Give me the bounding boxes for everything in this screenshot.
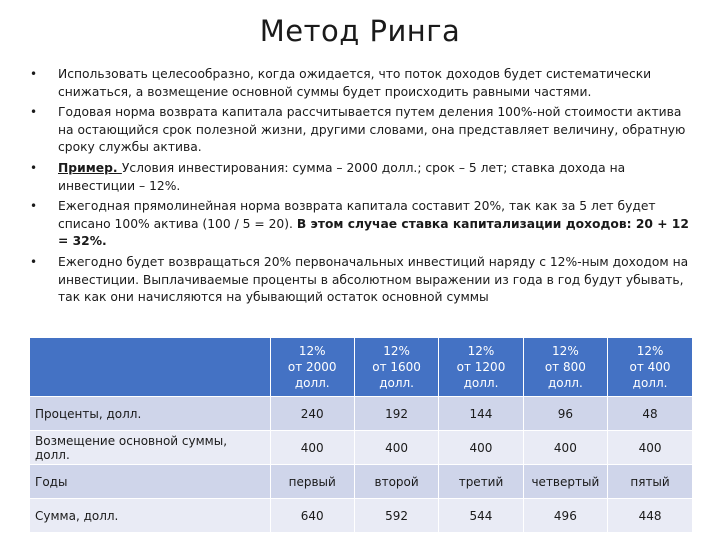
table-cell: 96 [523,397,607,431]
header-line: 12% [636,344,664,358]
table-cell: 592 [354,499,438,533]
header-line: долл. [379,376,414,390]
row-label: Возмещение основной суммы, долл. [30,431,270,465]
header-line: 12% [552,344,579,358]
table-row [30,397,692,431]
table-cell: пятый [608,465,692,499]
header-line: долл. [632,376,668,390]
bullet-text: Ежегодная прямолинейная норма возврата капитала составит 20%, так как за 5 лет будет списано 100% актива (100 / 5 = 20). [58,199,656,231]
table-cell: 448 [608,499,692,533]
header-line: 12% [383,344,410,358]
table-cell: 48 [608,397,692,431]
slide-title: Метод Ринга [259,14,461,48]
bullet-list [20,66,696,310]
table-cell: 400 [270,431,354,465]
bullet-dot-icon: • [30,67,38,81]
bullet-dot-icon: • [30,105,38,120]
bullet-dot-icon: • [30,254,38,269]
bullet-dot-icon: • [30,199,38,214]
bullet-item [20,198,696,251]
table-row [30,499,692,533]
bullet-item [20,254,696,307]
example-label: Пример. [58,160,122,175]
header-line: от 1600 [372,360,421,374]
row-label: Годы [30,465,270,499]
table-header-cell [439,338,523,397]
table-row [30,431,692,465]
table-header-row [30,338,692,397]
bullet-item [20,104,696,157]
table-cell: 400 [523,431,607,465]
header-line: от 1200 [456,360,506,374]
table-cell: четвертый [523,465,607,499]
header-line: долл. [463,376,499,390]
table-cell: 192 [354,397,438,431]
header-line: 12% [298,344,326,358]
table-cell: первый [270,465,354,499]
table-row [30,465,692,499]
bullet-item [20,66,696,101]
header-line: долл. [547,376,583,390]
table-cell: 544 [439,499,523,533]
table-header-cell [523,338,607,397]
ring-method-table [30,338,692,532]
bullet-text: Использовать целесообразно, когда ожидается, что поток доходов будет систематически снижаться, а возмещение основной суммы будет происходить равными частями. [58,67,652,99]
header-line: от 400 [629,360,671,374]
table-cell: 144 [439,397,523,431]
table-header-empty [30,338,270,397]
bullet-text: Условия инвестирования: сумма – 2000 долл.; срок – 5 лет; ставка дохода на инвестиции – 12%. [58,160,626,193]
table-cell: 400 [354,431,438,465]
table-cell: третий [439,465,523,499]
table-cell: 640 [270,499,354,533]
table-header-cell [608,338,692,397]
row-label: Сумма, долл. [30,499,270,533]
table-cell: второй [354,465,438,499]
bullet-text: Ежегодно будет возвращаться 20% первоначальных инвестиций наряду с 12%-ным доходом на инвестиции. Выплачиваемые проценты в абсолютном выражении из года в год будут убывать, так как они начисляются на убывающий остаток основной суммы [58,254,689,305]
table-header-cell [354,338,438,397]
table-cell: 400 [608,431,692,465]
table-cell: 496 [523,499,607,533]
header-line: долл. [294,376,330,390]
bullet-text: Годовая норма возврата капитала рассчитывается путем деления 100%-ной стоимости актива на остающийся срок полезной жизни, другими словами, она представляет величину, обратную сроку службы актива. [58,105,686,155]
table-header-cell [270,338,354,397]
header-line: 12% [467,344,495,358]
row-label: Проценты, долл. [30,397,270,431]
table-cell: 240 [270,397,354,431]
header-line: от 800 [544,360,586,374]
bullet-dot-icon: • [30,160,38,175]
bullet-bold-text: В этом случае ставка капитализации доходов: 20 + 12 = 32%. [58,216,689,249]
header-line: от 2000 [287,360,337,374]
bullet-item [20,160,696,195]
table-cell: 400 [439,431,523,465]
